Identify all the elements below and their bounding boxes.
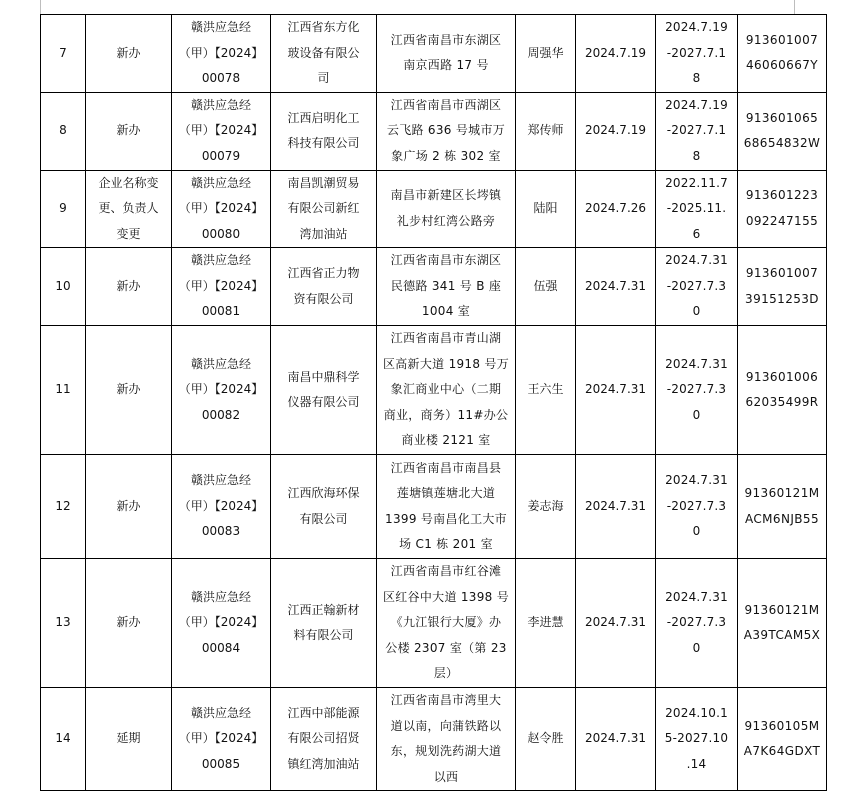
cell-text-line: 913601223 bbox=[745, 188, 819, 203]
cell-text-line: -2025.11. bbox=[666, 201, 727, 215]
cell-text-line: 场 C1 栋 201 室 bbox=[399, 537, 493, 551]
cell-text-line: 礼步村红湾公路旁 bbox=[396, 213, 496, 228]
cell-text-line: 李进慧 bbox=[527, 615, 564, 630]
responsible-person-cell bbox=[516, 326, 576, 455]
cell-text-line: 江西省南昌市青山湖 bbox=[390, 331, 502, 346]
credit-code-cell bbox=[738, 455, 827, 559]
cell-text-line: 62035499R bbox=[745, 395, 819, 409]
validity-period-cell bbox=[656, 688, 738, 791]
company-name-cell bbox=[271, 455, 377, 559]
cell-text-line: 以西 bbox=[433, 769, 459, 784]
cell-text-line: 2024.7.31 bbox=[584, 731, 647, 746]
cell-text-line: 赣洪应急经 bbox=[190, 589, 251, 604]
cell-text-line: 6 bbox=[692, 226, 701, 241]
cell-text-line: 层） bbox=[433, 666, 459, 681]
cell-text-line: 企业名称变 bbox=[98, 175, 159, 190]
cell-text-line: 092247155 bbox=[745, 213, 819, 228]
license-number-cell bbox=[172, 455, 271, 559]
credit-code-cell bbox=[738, 92, 827, 170]
business-type-cell bbox=[86, 326, 172, 455]
cell-text-line: 0 bbox=[692, 407, 701, 422]
cell-text-line: 2024.7.31 bbox=[584, 498, 647, 513]
cell-text-line: 玻设备有限公 bbox=[287, 45, 360, 60]
issue-date-cell bbox=[576, 455, 656, 559]
cell-text-line: 46060667Y bbox=[745, 58, 818, 73]
cell-text-line: 有限公司招贤 bbox=[287, 731, 360, 746]
cell-text-line: 象汇商业中心（二期 bbox=[390, 382, 502, 397]
row-number-cell: 10 bbox=[41, 248, 86, 326]
cell-text-line: 2024.7.31 bbox=[584, 278, 647, 293]
row-number-cell: 11 bbox=[41, 326, 86, 455]
cell-text-line: 仪器有限公司 bbox=[287, 395, 360, 409]
cell-text-line: 2024.7.31 bbox=[584, 382, 647, 397]
cell-text-line: 区红谷中大道 1398 号 bbox=[382, 589, 510, 604]
cell-text-line: 资有限公司 bbox=[293, 291, 354, 306]
cell-text-line: 区高新大道 1918 号万 bbox=[382, 356, 510, 371]
table-row bbox=[41, 248, 827, 326]
cell-text-line: 云飞路 636 号城市万 bbox=[386, 123, 506, 138]
license-number-cell bbox=[172, 92, 271, 170]
responsible-person-cell bbox=[516, 15, 576, 93]
cell-text-line: 0 bbox=[692, 524, 701, 539]
row-number-cell: 8 bbox=[41, 92, 86, 170]
row-number-cell: 12 bbox=[41, 455, 86, 559]
cell-text-line: 江西省正力物 bbox=[287, 266, 360, 280]
license-number-cell bbox=[172, 688, 271, 791]
cell-text-line: 商业楼 2121 室 bbox=[401, 433, 491, 448]
validity-period-cell bbox=[656, 559, 738, 688]
cell-text-line: 江西省东方化 bbox=[287, 20, 360, 34]
table-row bbox=[41, 92, 827, 170]
cell-text-line: 江西省南昌市红谷滩 bbox=[390, 564, 502, 579]
cell-text-line: A7K64GDXT bbox=[743, 744, 821, 758]
cell-text-line: 南昌中鼎科学 bbox=[287, 369, 360, 384]
cell-text-line: 00084 bbox=[201, 640, 241, 655]
cell-text-line: 新办 bbox=[116, 278, 141, 293]
page-margin-guide-right bbox=[794, 0, 795, 14]
table-row bbox=[41, 15, 827, 93]
row-number-cell: 9 bbox=[41, 170, 86, 248]
responsible-person-cell bbox=[516, 559, 576, 688]
cell-text-line: 江西省南昌市湾里大 bbox=[390, 693, 502, 707]
license-number-cell bbox=[172, 170, 271, 248]
address-cell bbox=[377, 559, 516, 688]
cell-text-line: 91360105M bbox=[744, 718, 820, 733]
cell-text-line: -2027.7.1 bbox=[666, 45, 727, 60]
cell-text-line: 科技有限公司 bbox=[287, 136, 360, 150]
cell-text-line: 1004 室 bbox=[421, 304, 471, 319]
cell-text-line: 0 bbox=[692, 304, 701, 319]
cell-text-line: -2027.7.3 bbox=[666, 498, 727, 513]
cell-text-line: ACM6NJB55 bbox=[745, 511, 819, 526]
cell-text-line: 5-2027.10 bbox=[664, 731, 729, 746]
validity-period-cell bbox=[656, 15, 738, 93]
cell-text-line: 8 bbox=[692, 148, 701, 163]
issue-date-cell bbox=[576, 559, 656, 688]
cell-text-line: 2024.7.19 bbox=[584, 45, 647, 60]
cell-text-line: 江西正翰新材 bbox=[287, 602, 360, 617]
issue-date-cell bbox=[576, 15, 656, 93]
page-margin-guide-left bbox=[40, 0, 41, 14]
credit-code-cell bbox=[738, 688, 827, 791]
address-cell bbox=[377, 688, 516, 791]
cell-text-line: （甲）【2024】 bbox=[178, 731, 264, 746]
cell-text-line: 2024.7.19 bbox=[665, 20, 728, 34]
table-row bbox=[41, 170, 827, 248]
cell-text-line: 司 bbox=[317, 71, 330, 85]
cell-text-line: 东，规划洗药湖大道 bbox=[390, 744, 502, 758]
credit-code-cell bbox=[738, 170, 827, 248]
table-row bbox=[41, 326, 827, 455]
cell-text-line: 新办 bbox=[116, 615, 141, 630]
cell-text-line: -2027.7.3 bbox=[666, 615, 727, 630]
cell-text-line: 商业，商务）11#办公 bbox=[383, 407, 509, 422]
cell-text-line: .14 bbox=[686, 756, 707, 771]
cell-text-line: 2024.7.31 bbox=[665, 356, 728, 371]
company-name-cell bbox=[271, 15, 377, 93]
responsible-person-cell bbox=[516, 170, 576, 248]
cell-text-line: 赣洪应急经 bbox=[190, 20, 251, 34]
business-type-cell bbox=[86, 170, 172, 248]
cell-text-line: 王六生 bbox=[527, 382, 564, 397]
credit-code-cell bbox=[738, 326, 827, 455]
cell-text-line: 料有限公司 bbox=[293, 628, 354, 642]
validity-period-cell bbox=[656, 170, 738, 248]
cell-text-line: 南京西路 17 号 bbox=[403, 58, 489, 73]
issue-date-cell bbox=[576, 170, 656, 248]
cell-text-line: 赣洪应急经 bbox=[190, 253, 251, 268]
cell-text-line: -2027.7.3 bbox=[666, 382, 727, 397]
business-type-cell bbox=[86, 455, 172, 559]
cell-text-line: 伍强 bbox=[533, 278, 558, 293]
responsible-person-cell bbox=[516, 688, 576, 791]
cell-text-line: 2024.7.19 bbox=[584, 123, 647, 138]
cell-text-line: 赣洪应急经 bbox=[190, 473, 251, 488]
cell-text-line: 道以南，向蒲铁路以 bbox=[390, 718, 502, 733]
cell-text-line: （甲）【2024】 bbox=[178, 201, 264, 215]
cell-text-line: 湾加油站 bbox=[299, 226, 348, 241]
cell-text-line: 2024.7.31 bbox=[584, 615, 647, 630]
issue-date-cell bbox=[576, 92, 656, 170]
cell-text-line: 00082 bbox=[201, 407, 241, 422]
business-type-cell bbox=[86, 92, 172, 170]
cell-text-line: 新办 bbox=[116, 498, 141, 513]
company-name-cell bbox=[271, 326, 377, 455]
cell-text-line: 新办 bbox=[116, 45, 141, 60]
cell-text-line: （甲）【2024】 bbox=[178, 382, 264, 397]
cell-text-line: 象广场 2 栋 302 室 bbox=[391, 148, 501, 163]
cell-text-line: 江西省南昌市东湖区 bbox=[390, 253, 502, 268]
cell-text-line: （甲）【2024】 bbox=[178, 45, 264, 60]
credit-code-cell bbox=[738, 248, 827, 326]
cell-text-line: 南昌凯潮贸易 bbox=[287, 175, 360, 190]
business-type-cell bbox=[86, 559, 172, 688]
cell-text-line: 91360121M bbox=[744, 602, 820, 617]
cell-text-line: 赵令胜 bbox=[527, 731, 564, 746]
cell-text-line: （甲）【2024】 bbox=[178, 123, 264, 138]
cell-text-line: （甲）【2024】 bbox=[178, 278, 264, 293]
cell-text-line: 2024.7.19 bbox=[665, 97, 728, 112]
license-number-cell bbox=[172, 15, 271, 93]
cell-text-line: 00078 bbox=[201, 71, 241, 85]
responsible-person-cell bbox=[516, 92, 576, 170]
issue-date-cell bbox=[576, 688, 656, 791]
cell-text-line: 《九江银行大厦》办 bbox=[390, 615, 502, 630]
cell-text-line: 68654832W bbox=[743, 136, 821, 150]
cell-text-line: -2027.7.3 bbox=[666, 278, 727, 293]
cell-text-line: 913601007 bbox=[745, 266, 819, 280]
cell-text-line: 变更 bbox=[116, 226, 141, 241]
cell-text-line: 913601006 bbox=[745, 369, 819, 384]
cell-text-line: 00079 bbox=[201, 148, 241, 163]
cell-text-line: 延期 bbox=[116, 731, 141, 746]
cell-text-line: 赣洪应急经 bbox=[190, 356, 251, 371]
cell-text-line: 00081 bbox=[201, 304, 241, 319]
company-name-cell bbox=[271, 170, 377, 248]
cell-text-line: 913601007 bbox=[745, 32, 819, 47]
credit-code-cell bbox=[738, 15, 827, 93]
cell-text-line: 民德路 341 号 B 座 bbox=[390, 278, 502, 293]
cell-text-line: 江西欣海环保 bbox=[287, 486, 360, 500]
cell-text-line: 00085 bbox=[201, 756, 241, 771]
validity-period-cell bbox=[656, 326, 738, 455]
cell-text-line: A39TCAM5X bbox=[743, 628, 821, 642]
cell-text-line: 公楼 2307 室（第 23 bbox=[385, 640, 507, 655]
credit-code-cell bbox=[738, 559, 827, 688]
validity-period-cell bbox=[656, 248, 738, 326]
responsible-person-cell bbox=[516, 248, 576, 326]
address-cell bbox=[377, 326, 516, 455]
business-type-cell bbox=[86, 15, 172, 93]
table-row bbox=[41, 688, 827, 791]
validity-period-cell bbox=[656, 92, 738, 170]
cell-text-line: 赣洪应急经 bbox=[190, 705, 251, 720]
row-number-cell: 13 bbox=[41, 559, 86, 688]
company-name-cell bbox=[271, 559, 377, 688]
cell-text-line: 江西省南昌市南昌县 bbox=[390, 460, 502, 475]
cell-text-line: 南昌市新建区长埁镇 bbox=[390, 188, 502, 203]
cell-text-line: 新办 bbox=[116, 382, 141, 397]
cell-text-line: （甲）【2024】 bbox=[178, 615, 264, 630]
license-number-cell bbox=[172, 326, 271, 455]
cell-text-line: 2022.11.7 bbox=[665, 175, 728, 190]
cell-text-line: 江西省南昌市东湖区 bbox=[390, 32, 502, 47]
address-cell bbox=[377, 92, 516, 170]
address-cell bbox=[377, 455, 516, 559]
business-type-cell bbox=[86, 248, 172, 326]
cell-text-line: 姜志海 bbox=[527, 498, 564, 513]
cell-text-line: 赣洪应急经 bbox=[190, 97, 251, 112]
cell-text-line: 1399 号南昌化工大市 bbox=[385, 511, 507, 526]
cell-text-line: 39151253D bbox=[745, 291, 819, 306]
validity-period-cell bbox=[656, 455, 738, 559]
cell-text-line: 91360121M bbox=[744, 486, 820, 500]
business-type-cell bbox=[86, 688, 172, 791]
cell-text-line: 江西省南昌市西湖区 bbox=[390, 97, 502, 112]
issue-date-cell bbox=[576, 326, 656, 455]
cell-text-line: 有限公司新红 bbox=[287, 201, 360, 215]
responsible-person-cell bbox=[516, 455, 576, 559]
table-body bbox=[41, 15, 827, 791]
cell-text-line: 郑传师 bbox=[527, 123, 564, 138]
cell-text-line: -2027.7.1 bbox=[666, 123, 727, 138]
cell-text-line: 江西启明化工 bbox=[287, 110, 360, 125]
cell-text-line: 江西中部能源 bbox=[287, 705, 360, 720]
row-number-cell: 7 bbox=[41, 15, 86, 93]
address-cell bbox=[377, 170, 516, 248]
cell-text-line: 赣洪应急经 bbox=[190, 175, 251, 190]
cell-text-line: 周强华 bbox=[527, 45, 564, 60]
address-cell bbox=[377, 15, 516, 93]
cell-text-line: 镇红湾加油站 bbox=[287, 756, 360, 771]
address-cell bbox=[377, 248, 516, 326]
cell-text-line: 00083 bbox=[201, 524, 241, 539]
license-number-cell bbox=[172, 559, 271, 688]
issue-date-cell bbox=[576, 248, 656, 326]
cell-text-line: （甲）【2024】 bbox=[178, 498, 264, 513]
cell-text-line: 913601065 bbox=[745, 110, 819, 125]
cell-text-line: 更、负责人 bbox=[98, 201, 159, 215]
row-number-cell: 14 bbox=[41, 688, 86, 791]
license-table bbox=[40, 14, 827, 791]
cell-text-line: 有限公司 bbox=[299, 511, 348, 526]
license-number-cell bbox=[172, 248, 271, 326]
cell-text-line: 新办 bbox=[116, 123, 141, 138]
cell-text-line: 0 bbox=[692, 640, 701, 655]
table-row bbox=[41, 455, 827, 559]
cell-text-line: 2024.7.31 bbox=[665, 473, 728, 488]
company-name-cell bbox=[271, 92, 377, 170]
cell-text-line: 00080 bbox=[201, 226, 241, 241]
company-name-cell bbox=[271, 248, 377, 326]
cell-text-line: 2024.7.31 bbox=[665, 589, 728, 604]
cell-text-line: 8 bbox=[692, 71, 701, 85]
cell-text-line: 2024.7.31 bbox=[665, 253, 728, 268]
cell-text-line: 陆阳 bbox=[533, 201, 558, 215]
cell-text-line: 2024.10.1 bbox=[665, 705, 728, 720]
cell-text-line: 莲塘镇莲塘北大道 bbox=[396, 486, 496, 500]
table-row bbox=[41, 559, 827, 688]
cell-text-line: 2024.7.26 bbox=[584, 201, 647, 215]
company-name-cell bbox=[271, 688, 377, 791]
